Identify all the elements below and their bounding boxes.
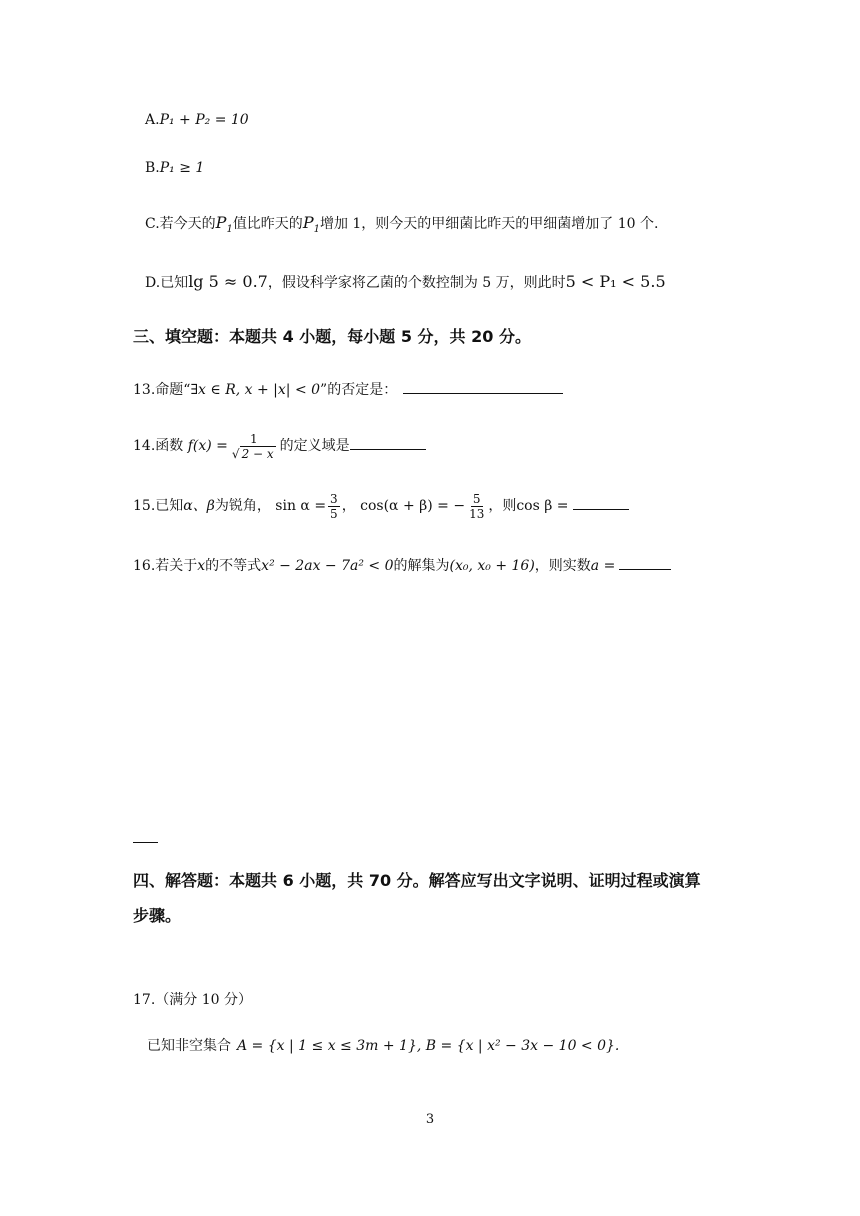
q17-num: 17. (133, 992, 156, 1008)
q15-target: cos β = (516, 498, 569, 514)
option-c-post: 增加 1，则今天的甲细菌比昨天的甲细菌增加了 10 个. (319, 216, 659, 232)
question-17-header (133, 990, 252, 1010)
q15-cos-fraction: $\frac{5}{13}$ (469, 491, 485, 521)
q14-post: 的定义域是 (279, 438, 350, 454)
question-14 (133, 430, 426, 462)
q16-mid2: 的解集为 (393, 558, 450, 574)
q15-num: 15. (133, 498, 156, 514)
q13-answer-blank[interactable] (403, 379, 563, 394)
q13-post: ”的否定是： (320, 382, 398, 398)
q14-answer-blank[interactable] (350, 435, 426, 450)
q13-pre: 命题“ (155, 382, 191, 398)
option-b (145, 158, 204, 178)
q14-num: 14. (133, 438, 156, 454)
q13-expr: ∃x ∈ R, x + |x| < 0 (190, 382, 321, 398)
question-16 (133, 555, 671, 576)
section-4-title-line-2: 步骤。 (133, 906, 182, 925)
q16-mid: 的不等式 (205, 558, 262, 574)
option-c-var1: $P_1$ (215, 213, 233, 236)
q14-frac-num: 1 (249, 431, 258, 446)
q16-expr: x² − 2ax − 7a² < 0 (261, 558, 394, 574)
q15-vars: α、β (183, 498, 215, 514)
q14-frac-den: √ 2 − x (231, 446, 274, 461)
separator-rule (133, 842, 158, 843)
q14-expr: f(x) = (187, 438, 228, 454)
option-b-text: P₁ ≥ 1 (159, 160, 205, 176)
q15-cos: cos(α + β) = − (360, 498, 466, 514)
q16-num: 16. (133, 558, 156, 574)
q15-mid: 为锐角， (214, 498, 271, 514)
q16-pre: 若关于 (155, 558, 198, 574)
option-d-expr2: 5 < P₁ < 5.5 (565, 272, 666, 291)
q16-answer-blank[interactable] (619, 555, 671, 570)
question-15 (133, 490, 629, 522)
q14-fraction (230, 432, 278, 461)
option-c-label: C. (145, 216, 160, 232)
option-c-mid: 值比昨天的 (232, 216, 303, 232)
q15-sin: sin α = (275, 498, 327, 514)
question-17-body (147, 1036, 619, 1056)
q15-answer-blank[interactable] (573, 495, 629, 510)
q16-interval: (x₀, x₀ + 16) (449, 558, 535, 574)
option-d-mid: ，假设科学家将乙菌的个数控制为 5 万，则此时 (267, 275, 566, 291)
question-13 (133, 379, 563, 400)
option-c-pre: 若今天的 (159, 216, 216, 232)
q15-comma-1: ， (341, 498, 356, 514)
option-d-expr1: lg 5 ≈ 0.7 (188, 272, 268, 291)
q17-score: （满分 10 分） (155, 992, 252, 1008)
q14-pre: 函数 (155, 438, 184, 454)
q13-num: 13. (133, 382, 156, 398)
q16-var: x (197, 558, 206, 574)
q16-target: a = (590, 558, 616, 574)
section-4-title-line-1: 四、解答题：本题共 6 小题，共 70 分。解答应写出文字说明、证明过程或演算 (133, 871, 701, 890)
q15-sin-fraction: $\frac{3}{5}$ (330, 491, 338, 521)
option-a-text: P₁ + P₂ = 10 (159, 112, 249, 128)
option-d-label: D. (145, 275, 161, 291)
option-a-label: A. (145, 112, 160, 128)
option-c-var2: $P_1$ (302, 213, 320, 236)
section-3-title: 三、填空题：本题共 4 小题，每小题 5 分，共 20 分。 (133, 327, 531, 346)
option-d-pre: 已知 (160, 275, 189, 291)
option-d (145, 272, 666, 293)
q17-pre: 已知非空集合 (147, 1038, 231, 1054)
option-c (145, 213, 658, 240)
option-a (145, 110, 249, 130)
q17-sets: A = {x | 1 ≤ x ≤ 3m + 1}, B = {x | x² − 3x − 10 < 0}. (237, 1038, 620, 1054)
q16-post: ，则实数 (534, 558, 591, 574)
q15-pre: 已知 (155, 498, 184, 514)
page-number: 3 (425, 1112, 435, 1127)
option-b-label: B. (145, 160, 160, 176)
q15-comma-2: ，则 (488, 498, 517, 514)
